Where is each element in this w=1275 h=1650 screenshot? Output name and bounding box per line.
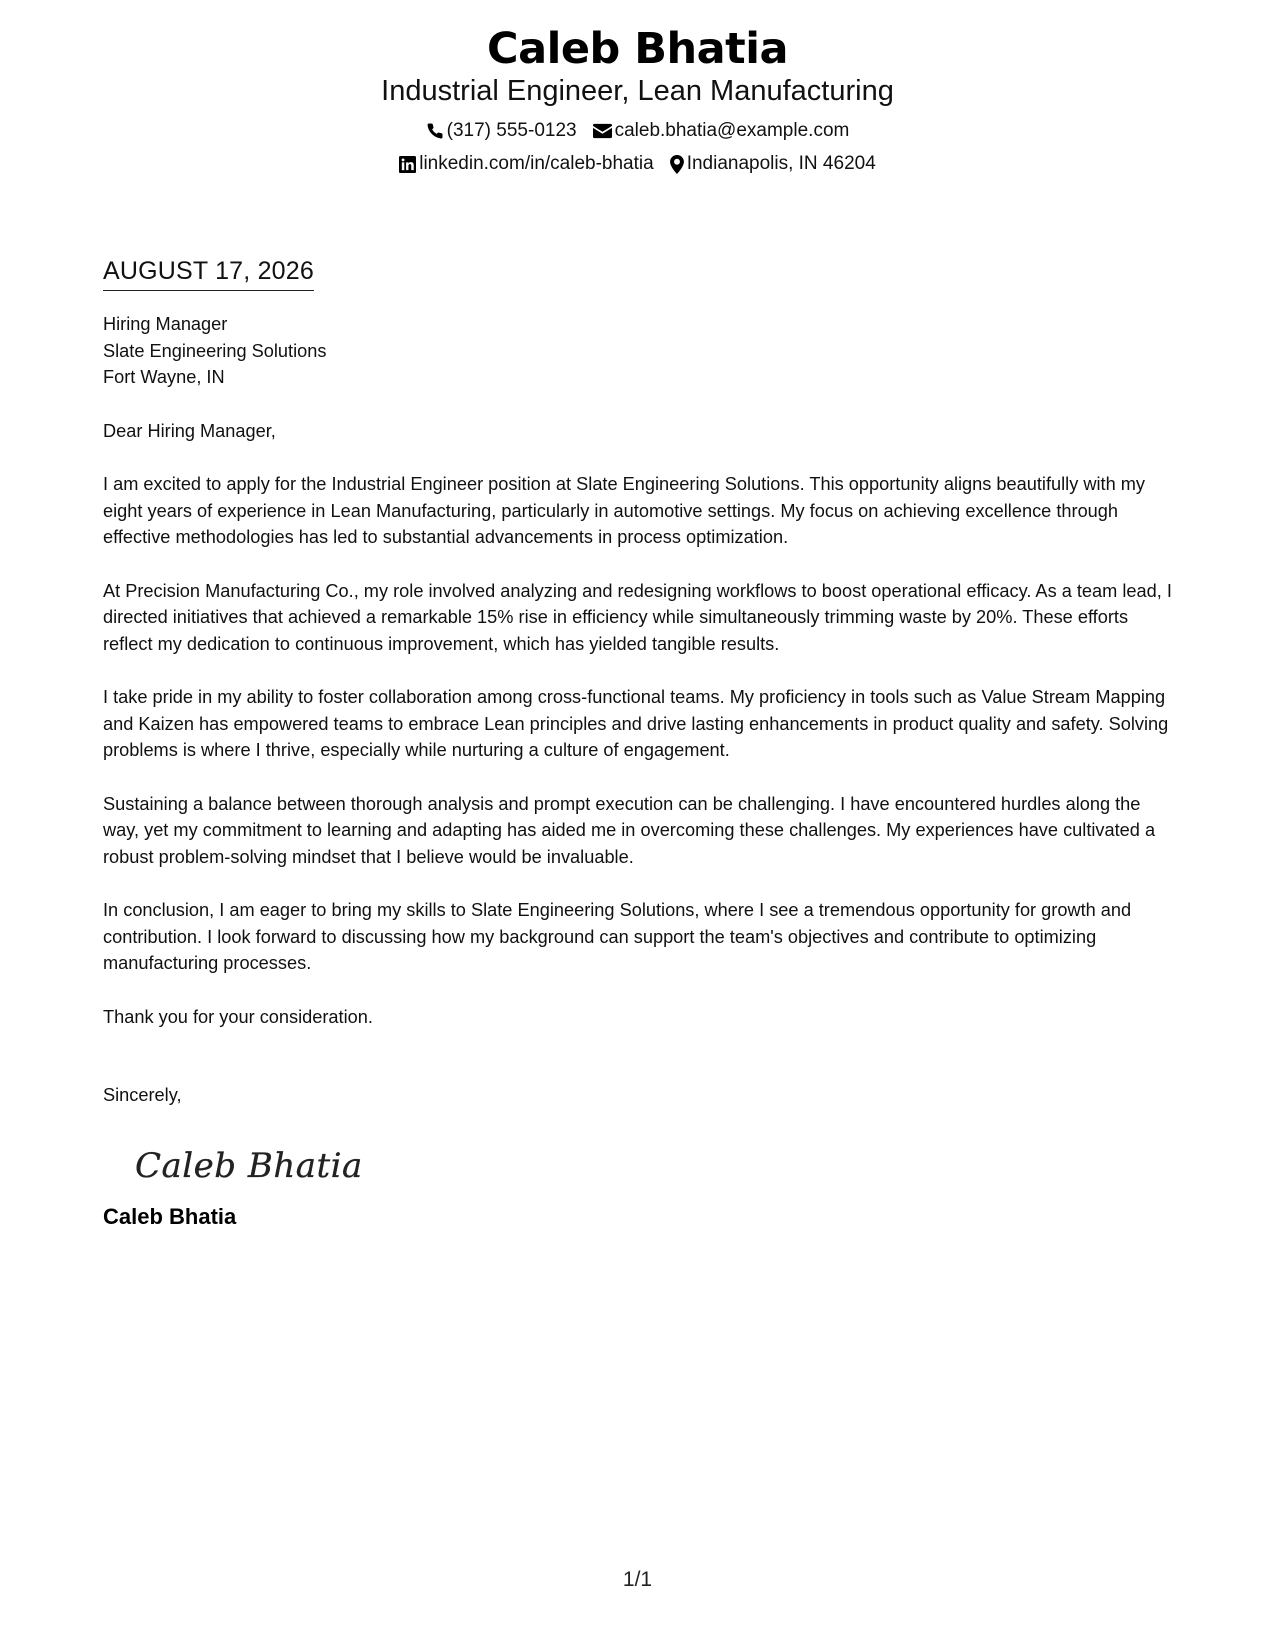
location-text: Indianapolis, IN 46204: [686, 153, 876, 174]
body-paragraph: I take pride in my ability to foster collaboration among cross-functional teams. My proficiency in tools such as Value Stream Mapping and Kaizen has empowered teams to embrace Lean principles and drive lasting enhancements in product quality and safety. Solving problems is where I thrive, especially while nurturing a culture of engagement.: [103, 687, 1169, 760]
phone-contact: [426, 119, 577, 143]
letter-date: AUGUST 17, 2026: [103, 256, 314, 291]
recipient-location: Fort Wayne, IN: [103, 367, 225, 387]
closing: Sincerely,: [103, 1085, 182, 1105]
signature-glyphs: Caleb Bhatia: [135, 1145, 361, 1186]
recipient-block: [103, 311, 1178, 391]
signer-name: Caleb Bhatia: [103, 1203, 237, 1229]
map-pin-icon: [670, 155, 684, 174]
recipient-company: Slate Engineering Solutions: [103, 340, 327, 361]
body-paragraph: I am excited to apply for the Industrial Engineer position at Slate Engineering Solutions. This opportunity aligns beautifully with my eight years of experience in Lean Manufacturing, particularly in automotive settings. My focus on achieving excellence through effective methodologies has led to substantial advancements in process optimization.: [103, 474, 1145, 547]
body-paragraph: In conclusion, I am eager to bring my skills to Slate Engineering Solutions, where I see a tremendous opportunity for growth and contribution. I look forward to discussing how my background can support the team's objectives and contribute to optimizing manufacturing processes.: [103, 900, 1132, 973]
letter-body: [103, 256, 1178, 1231]
applicant-title: Industrial Engineer, Lean Manufacturing: [381, 75, 894, 107]
body-paragraph: At Precision Manufacturing Co., my role involved analyzing and redesigning workflows to boost operational efficacy. As a team lead, I directed initiatives that achieved a remarkable 15% rise in efficiency while simultaneously trimming waste by 20%. These efforts reflect my dedication to continuous improvement, which has yielded tangible results.: [103, 580, 1172, 654]
letter-header: [0, 22, 1275, 176]
recipient-name: Hiring Manager: [103, 314, 228, 334]
location-contact: [670, 152, 876, 176]
body-paragraph: Sustaining a balance between thorough analysis and prompt execution can be challenging. I have encountered hurdles along the way, yet my commitment to learning and adapting has aided me in overcoming these challenges. My experiences have cultivated a robust problem-solving mindset that I believe would be invaluable.: [103, 793, 1156, 867]
linkedin-link[interactable]: linkedin.com/in/caleb-bhatia: [419, 153, 654, 174]
page-indicator: 1/1: [622, 1568, 653, 1591]
email-link[interactable]: caleb.bhatia@example.com: [614, 120, 850, 141]
contact-row-primary: [0, 119, 1275, 143]
salutation: Dear Hiring Manager,: [103, 420, 276, 441]
phone-icon: [426, 122, 444, 140]
linkedin-contact: [399, 152, 653, 176]
linkedin-icon: [399, 156, 416, 173]
email-contact: [593, 119, 850, 143]
envelope-icon: [593, 123, 612, 139]
contact-row-secondary: [0, 152, 1275, 176]
body-paragraph: Thank you for your consideration.: [103, 1006, 373, 1027]
phone-text: (317) 555-0123: [446, 120, 577, 141]
applicant-name: Caleb Bhatia: [487, 24, 788, 74]
handwritten-signature: [131, 1135, 1178, 1195]
